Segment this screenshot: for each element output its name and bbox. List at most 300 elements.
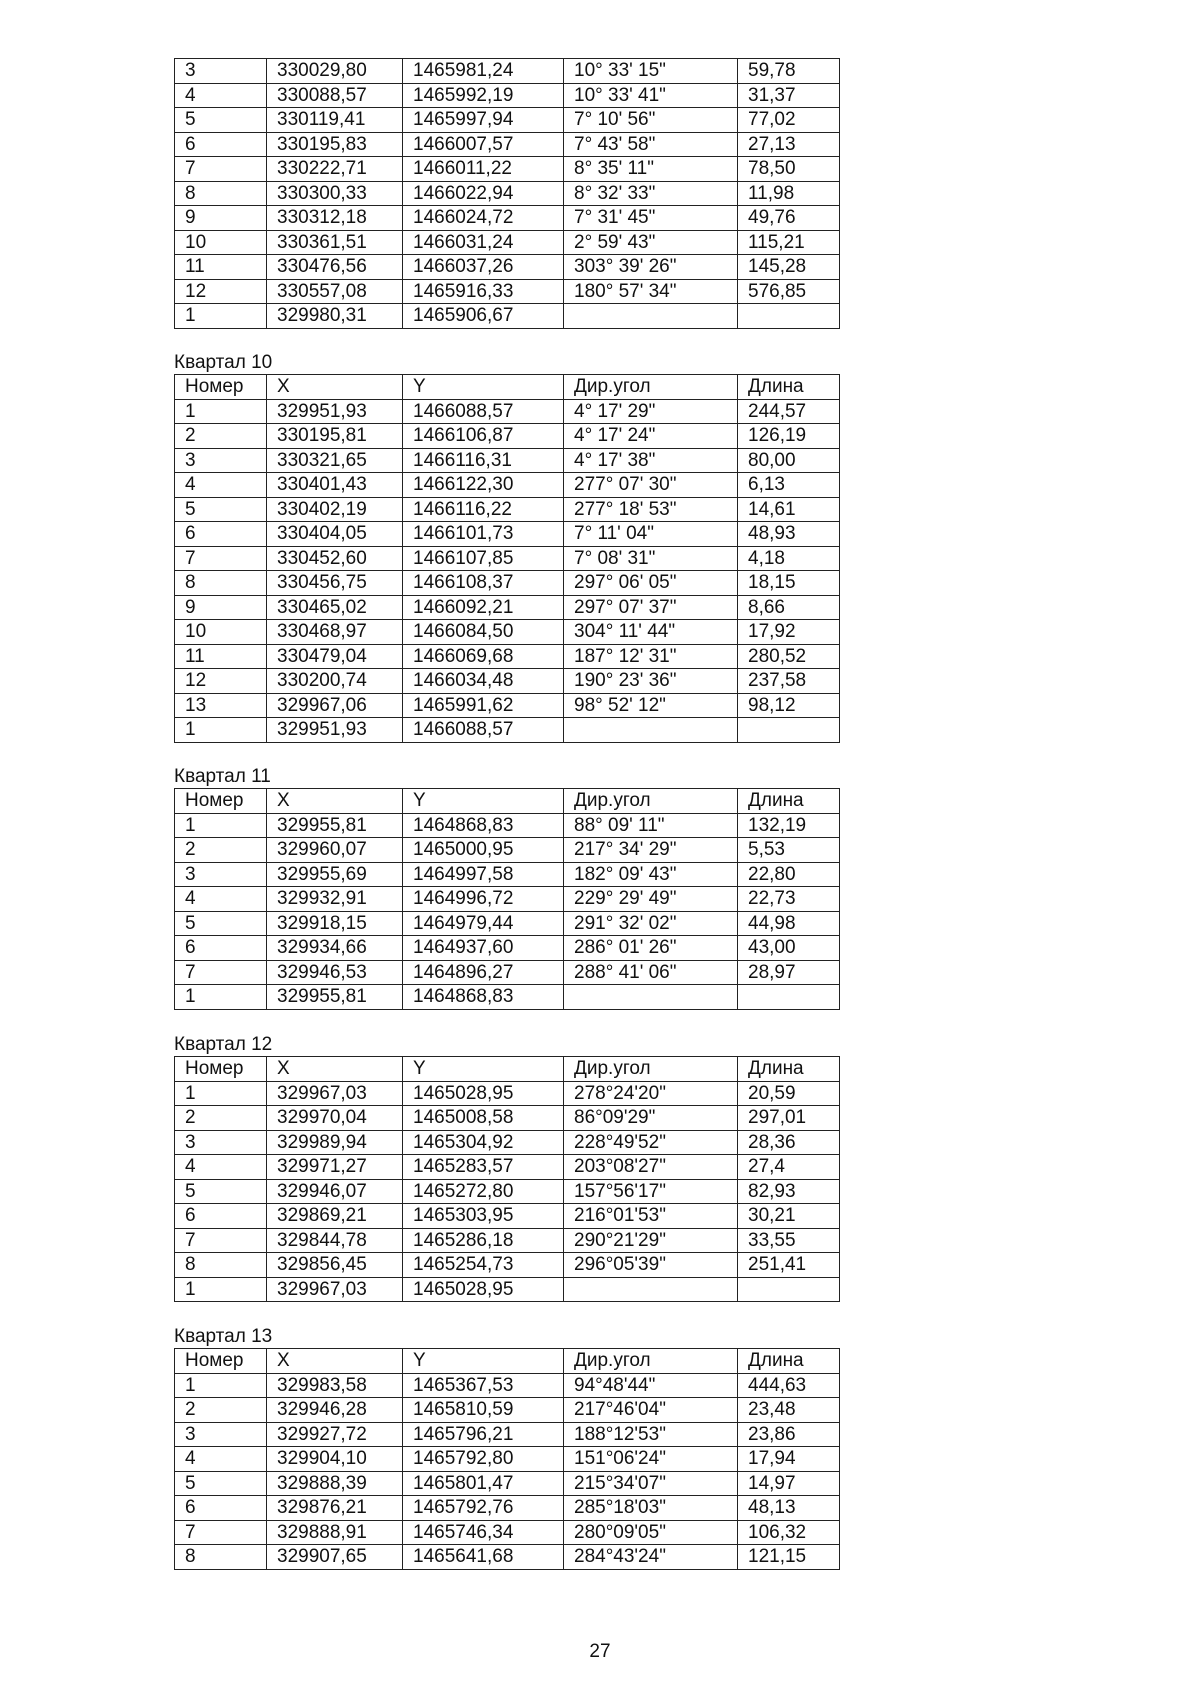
cell-x: 330361,51: [267, 230, 403, 255]
cell-y: 1464997,58: [403, 862, 564, 887]
header-row: [175, 1057, 840, 1082]
cell-bearing: 217° 34' 29": [564, 838, 738, 863]
cell-number: 7: [175, 546, 267, 571]
cell-x: 330456,75: [267, 571, 403, 596]
cell-bearing: 285°18'03": [564, 1496, 738, 1521]
cell-length: 77,02: [738, 108, 840, 133]
table-row: [175, 862, 840, 887]
cell-length: 4,18: [738, 546, 840, 571]
cell-bearing: 8° 35' 11": [564, 157, 738, 182]
cell-y: 1465997,94: [403, 108, 564, 133]
cell-bearing: 290°21'29": [564, 1228, 738, 1253]
cell-bearing: 296°05'39": [564, 1253, 738, 1278]
cell-length: 80,00: [738, 448, 840, 473]
cell-bearing: 7° 43' 58": [564, 132, 738, 157]
cell-length: 48,93: [738, 522, 840, 547]
cell-bearing: 228°49'52": [564, 1130, 738, 1155]
cell-y: 1465906,67: [403, 304, 564, 329]
cell-x: 330195,81: [267, 424, 403, 449]
cell-length: 22,73: [738, 887, 840, 912]
table-row: [175, 838, 840, 863]
header-row: [175, 375, 840, 400]
cell-x: 330222,71: [267, 157, 403, 182]
header-cell-y: Y: [403, 1349, 564, 1374]
coordinates-table: [174, 1056, 840, 1302]
cell-bearing: 203°08'27": [564, 1155, 738, 1180]
cell-y: 1465272,80: [403, 1179, 564, 1204]
header-cell-bearing: Дир.угол: [564, 1349, 738, 1374]
cell-bearing: 4° 17' 29": [564, 399, 738, 424]
header-cell-y: Y: [403, 1057, 564, 1082]
cell-y: 1464868,83: [403, 813, 564, 838]
cell-length: 48,13: [738, 1496, 840, 1521]
cell-number: 1: [175, 718, 267, 743]
table-row: [175, 1130, 840, 1155]
cell-x: 329934,66: [267, 936, 403, 961]
cell-y: 1465000,95: [403, 838, 564, 863]
table-row: [175, 960, 840, 985]
cell-bearing: 187° 12' 31": [564, 644, 738, 669]
table-row: [175, 1253, 840, 1278]
cell-y: 1466092,21: [403, 595, 564, 620]
cell-bearing: 277° 07' 30": [564, 473, 738, 498]
cell-number: 3: [175, 1130, 267, 1155]
cell-bearing: 88° 09' 11": [564, 813, 738, 838]
cell-length: 121,15: [738, 1545, 840, 1570]
cell-length: 8,66: [738, 595, 840, 620]
cell-x: 329951,93: [267, 718, 403, 743]
cell-bearing: 2° 59' 43": [564, 230, 738, 255]
cell-bearing: [564, 304, 738, 329]
header-cell-number: Номер: [175, 375, 267, 400]
cell-number: 1: [175, 1277, 267, 1302]
cell-y: 1466088,57: [403, 718, 564, 743]
cell-y: 1466011,22: [403, 157, 564, 182]
cell-x: 330557,08: [267, 279, 403, 304]
cell-y: 1464896,27: [403, 960, 564, 985]
cell-y: 1466024,72: [403, 206, 564, 231]
table-row: [175, 181, 840, 206]
cell-x: 329971,27: [267, 1155, 403, 1180]
cell-number: 5: [175, 911, 267, 936]
cell-x: 329869,21: [267, 1204, 403, 1229]
header-cell-x: X: [267, 789, 403, 814]
cell-number: 6: [175, 1496, 267, 1521]
cell-bearing: 10° 33' 41": [564, 83, 738, 108]
cell-bearing: 188°12'53": [564, 1422, 738, 1447]
table-row: [175, 59, 840, 84]
cell-y: 1465810,59: [403, 1398, 564, 1423]
table-row: [175, 571, 840, 596]
header-cell-number: Номер: [175, 1057, 267, 1082]
cell-y: 1466116,31: [403, 448, 564, 473]
cell-length: 30,21: [738, 1204, 840, 1229]
cell-number: 12: [175, 669, 267, 694]
cell-number: 7: [175, 1228, 267, 1253]
cell-x: 329967,03: [267, 1081, 403, 1106]
cell-length: [738, 985, 840, 1010]
cell-length: 23,86: [738, 1422, 840, 1447]
cell-length: 251,41: [738, 1253, 840, 1278]
cell-x: 330479,04: [267, 644, 403, 669]
header-cell-x: X: [267, 1349, 403, 1374]
cell-length: 28,36: [738, 1130, 840, 1155]
cell-x: 330476,56: [267, 255, 403, 280]
cell-y: 1465801,47: [403, 1471, 564, 1496]
cell-x: 329951,93: [267, 399, 403, 424]
cell-bearing: 278°24'20": [564, 1081, 738, 1106]
cell-x: 329980,31: [267, 304, 403, 329]
table-row: [175, 546, 840, 571]
cell-x: 329856,45: [267, 1253, 403, 1278]
cell-number: 7: [175, 960, 267, 985]
table-row: [175, 399, 840, 424]
cell-bearing: 7° 08' 31": [564, 546, 738, 571]
table-row: [175, 985, 840, 1010]
cell-bearing: 291° 32' 02": [564, 911, 738, 936]
cell-y: 1466122,30: [403, 473, 564, 498]
cell-x: 329932,91: [267, 887, 403, 912]
cell-y: 1465916,33: [403, 279, 564, 304]
cell-number: 4: [175, 1447, 267, 1472]
table-row: [175, 255, 840, 280]
cell-length: 280,52: [738, 644, 840, 669]
cell-length: 43,00: [738, 936, 840, 961]
cell-y: 1465283,57: [403, 1155, 564, 1180]
cell-length: 49,76: [738, 206, 840, 231]
cell-x: 329983,58: [267, 1373, 403, 1398]
cell-length: [738, 304, 840, 329]
cell-number: 5: [175, 1471, 267, 1496]
header-cell-bearing: Дир.угол: [564, 1057, 738, 1082]
cell-x: 330404,05: [267, 522, 403, 547]
cell-x: 330300,33: [267, 181, 403, 206]
cell-length: 28,97: [738, 960, 840, 985]
cell-x: 329946,07: [267, 1179, 403, 1204]
cell-x: 329955,81: [267, 813, 403, 838]
cell-x: 330465,02: [267, 595, 403, 620]
cell-y: 1466031,24: [403, 230, 564, 255]
cell-x: 330468,97: [267, 620, 403, 645]
cell-y: 1466084,50: [403, 620, 564, 645]
cell-y: 1465746,34: [403, 1520, 564, 1545]
cell-bearing: 98° 52' 12": [564, 693, 738, 718]
cell-y: 1464979,44: [403, 911, 564, 936]
cell-number: 2: [175, 1106, 267, 1131]
cell-bearing: 4° 17' 38": [564, 448, 738, 473]
cell-number: 1: [175, 1081, 267, 1106]
table-row: [175, 304, 840, 329]
cell-number: 3: [175, 448, 267, 473]
cell-number: 7: [175, 1520, 267, 1545]
cell-y: 1465792,76: [403, 1496, 564, 1521]
table-row: [175, 936, 840, 961]
cell-y: 1466069,68: [403, 644, 564, 669]
cell-x: 329946,28: [267, 1398, 403, 1423]
cell-length: 44,98: [738, 911, 840, 936]
cell-number: 10: [175, 230, 267, 255]
table-row: [175, 1447, 840, 1472]
cell-bearing: 151°06'24": [564, 1447, 738, 1472]
cell-bearing: 86°09'29": [564, 1106, 738, 1131]
cell-length: 145,28: [738, 255, 840, 280]
table-row: [175, 230, 840, 255]
cell-y: 1465991,62: [403, 693, 564, 718]
cell-bearing: 277° 18' 53": [564, 497, 738, 522]
cell-number: 13: [175, 693, 267, 718]
cell-length: 17,94: [738, 1447, 840, 1472]
cell-y: 1466088,57: [403, 399, 564, 424]
table-row: [175, 279, 840, 304]
cell-x: 329888,39: [267, 1471, 403, 1496]
header-cell-length: Длина: [738, 789, 840, 814]
cell-number: 3: [175, 59, 267, 84]
cell-x: 329876,21: [267, 1496, 403, 1521]
table-row: [175, 206, 840, 231]
cell-length: 126,19: [738, 424, 840, 449]
header-cell-x: X: [267, 375, 403, 400]
cell-x: 329904,10: [267, 1447, 403, 1472]
header-cell-number: Номер: [175, 789, 267, 814]
cell-length: 82,93: [738, 1179, 840, 1204]
cell-y: 1465008,58: [403, 1106, 564, 1131]
cell-number: 10: [175, 620, 267, 645]
cell-number: 1: [175, 304, 267, 329]
table-row: [175, 497, 840, 522]
table-block-kvartal-11: [174, 766, 840, 1010]
cell-length: 6,13: [738, 473, 840, 498]
cell-y: 1466007,57: [403, 132, 564, 157]
table-row: [175, 522, 840, 547]
cell-x: 329907,65: [267, 1545, 403, 1570]
table-row: [175, 1179, 840, 1204]
cell-number: 4: [175, 1155, 267, 1180]
header-cell-length: Длина: [738, 1349, 840, 1374]
cell-bearing: 7° 11' 04": [564, 522, 738, 547]
cell-length: 115,21: [738, 230, 840, 255]
table-row: [175, 448, 840, 473]
cell-bearing: 7° 31' 45": [564, 206, 738, 231]
cell-length: 23,48: [738, 1398, 840, 1423]
cell-number: 11: [175, 255, 267, 280]
cell-y: 1466116,22: [403, 497, 564, 522]
cell-y: 1464868,83: [403, 985, 564, 1010]
table-row: [175, 108, 840, 133]
cell-bearing: 94°48'44": [564, 1373, 738, 1398]
cell-bearing: 217°46'04": [564, 1398, 738, 1423]
cell-bearing: 297° 06' 05": [564, 571, 738, 596]
table-row: [175, 1228, 840, 1253]
table-row: [175, 1081, 840, 1106]
table-row: [175, 669, 840, 694]
header-row: [175, 1349, 840, 1374]
table-row: [175, 911, 840, 936]
cell-number: 1: [175, 399, 267, 424]
cell-x: 330452,60: [267, 546, 403, 571]
cell-y: 1465641,68: [403, 1545, 564, 1570]
table-row: [175, 1155, 840, 1180]
cell-x: 329960,07: [267, 838, 403, 863]
cell-number: 12: [175, 279, 267, 304]
cell-bearing: 7° 10' 56": [564, 108, 738, 133]
table-block-kvartal-12: [174, 1034, 840, 1302]
cell-length: 18,15: [738, 571, 840, 596]
cell-number: 3: [175, 862, 267, 887]
cell-bearing: 180° 57' 34": [564, 279, 738, 304]
cell-number: 6: [175, 132, 267, 157]
table-title: Квартал 11: [174, 766, 271, 787]
cell-number: 9: [175, 595, 267, 620]
cell-bearing: [564, 1277, 738, 1302]
cell-x: 330195,83: [267, 132, 403, 157]
cell-number: 1: [175, 813, 267, 838]
table-row: [175, 1471, 840, 1496]
cell-bearing: 286° 01' 26": [564, 936, 738, 961]
cell-length: 22,80: [738, 862, 840, 887]
cell-number: 1: [175, 985, 267, 1010]
cell-number: 1: [175, 1373, 267, 1398]
table-block-kvartal-13: [174, 1326, 840, 1570]
cell-number: 5: [175, 108, 267, 133]
cell-x: 329927,72: [267, 1422, 403, 1447]
cell-number: 8: [175, 571, 267, 596]
cell-number: 4: [175, 83, 267, 108]
cell-length: 444,63: [738, 1373, 840, 1398]
header-row: [175, 789, 840, 814]
cell-length: 237,58: [738, 669, 840, 694]
table-row: [175, 813, 840, 838]
cell-length: 17,92: [738, 620, 840, 645]
page-number: 27: [589, 1641, 611, 1662]
cell-y: 1466022,94: [403, 181, 564, 206]
table-row: [175, 595, 840, 620]
table-row: [175, 620, 840, 645]
coordinates-table: [174, 788, 840, 1010]
cell-length: [738, 1277, 840, 1302]
cell-length: 27,4: [738, 1155, 840, 1180]
cell-number: 11: [175, 644, 267, 669]
cell-x: 329888,91: [267, 1520, 403, 1545]
table-row: [175, 887, 840, 912]
cell-bearing: 8° 32' 33": [564, 181, 738, 206]
cell-y: 1464937,60: [403, 936, 564, 961]
cell-x: 330312,18: [267, 206, 403, 231]
table-block-continuation: [174, 58, 840, 329]
table-row: [175, 644, 840, 669]
cell-number: 2: [175, 1398, 267, 1423]
cell-number: 5: [175, 1179, 267, 1204]
header-cell-number: Номер: [175, 1349, 267, 1374]
cell-x: 329967,03: [267, 1277, 403, 1302]
cell-bearing: 303° 39' 26": [564, 255, 738, 280]
cell-y: 1466108,37: [403, 571, 564, 596]
cell-bearing: 288° 41' 06": [564, 960, 738, 985]
cell-length: 576,85: [738, 279, 840, 304]
cell-bearing: 280°09'05": [564, 1520, 738, 1545]
table-title: Квартал 12: [174, 1034, 273, 1055]
cell-bearing: 182° 09' 43": [564, 862, 738, 887]
cell-x: 329989,94: [267, 1130, 403, 1155]
coordinates-table: [174, 374, 840, 743]
table-block-kvartal-10: [174, 352, 840, 743]
cell-length: 31,37: [738, 83, 840, 108]
cell-x: 329970,04: [267, 1106, 403, 1131]
cell-length: 132,19: [738, 813, 840, 838]
cell-length: 244,57: [738, 399, 840, 424]
cell-y: 1465028,95: [403, 1081, 564, 1106]
table-row: [175, 1520, 840, 1545]
cell-number: 6: [175, 522, 267, 547]
cell-y: 1465792,80: [403, 1447, 564, 1472]
table-row: [175, 424, 840, 449]
header-cell-bearing: Дир.угол: [564, 375, 738, 400]
cell-y: 1465028,95: [403, 1277, 564, 1302]
cell-x: 329918,15: [267, 911, 403, 936]
cell-y: 1464996,72: [403, 887, 564, 912]
cell-length: 20,59: [738, 1081, 840, 1106]
table-row: [175, 718, 840, 743]
cell-y: 1465286,18: [403, 1228, 564, 1253]
cell-length: [738, 718, 840, 743]
cell-y: 1466037,26: [403, 255, 564, 280]
cell-x: 329955,81: [267, 985, 403, 1010]
header-cell-length: Длина: [738, 1057, 840, 1082]
cell-number: 8: [175, 181, 267, 206]
cell-length: 59,78: [738, 59, 840, 84]
cell-bearing: 284°43'24": [564, 1545, 738, 1570]
cell-number: 6: [175, 936, 267, 961]
cell-bearing: 216°01'53": [564, 1204, 738, 1229]
cell-bearing: 157°56'17": [564, 1179, 738, 1204]
cell-length: 14,97: [738, 1471, 840, 1496]
cell-number: 8: [175, 1545, 267, 1570]
table-row: [175, 1398, 840, 1423]
cell-number: 3: [175, 1422, 267, 1447]
cell-length: 297,01: [738, 1106, 840, 1131]
table-row: [175, 1422, 840, 1447]
cell-length: 33,55: [738, 1228, 840, 1253]
cell-x: 329967,06: [267, 693, 403, 718]
cell-length: 5,53: [738, 838, 840, 863]
cell-bearing: 10° 33' 15": [564, 59, 738, 84]
cell-y: 1465981,24: [403, 59, 564, 84]
cell-bearing: 190° 23' 36": [564, 669, 738, 694]
header-cell-y: Y: [403, 375, 564, 400]
table-row: [175, 1204, 840, 1229]
cell-number: 8: [175, 1253, 267, 1278]
cell-x: 330402,19: [267, 497, 403, 522]
cell-x: 330321,65: [267, 448, 403, 473]
cell-bearing: 304° 11' 44": [564, 620, 738, 645]
cell-y: 1465367,53: [403, 1373, 564, 1398]
cell-y: 1466106,87: [403, 424, 564, 449]
cell-length: 106,32: [738, 1520, 840, 1545]
table-row: [175, 157, 840, 182]
cell-length: 78,50: [738, 157, 840, 182]
cell-x: 330119,41: [267, 108, 403, 133]
table-row: [175, 1373, 840, 1398]
cell-number: 7: [175, 157, 267, 182]
header-cell-y: Y: [403, 789, 564, 814]
cell-number: 5: [175, 497, 267, 522]
cell-length: 14,61: [738, 497, 840, 522]
table-title: Квартал 10: [174, 352, 273, 373]
coordinates-table: [174, 1348, 840, 1570]
header-cell-length: Длина: [738, 375, 840, 400]
cell-x: 329955,69: [267, 862, 403, 887]
table-title: Квартал 13: [174, 1326, 273, 1347]
cell-y: 1465254,73: [403, 1253, 564, 1278]
